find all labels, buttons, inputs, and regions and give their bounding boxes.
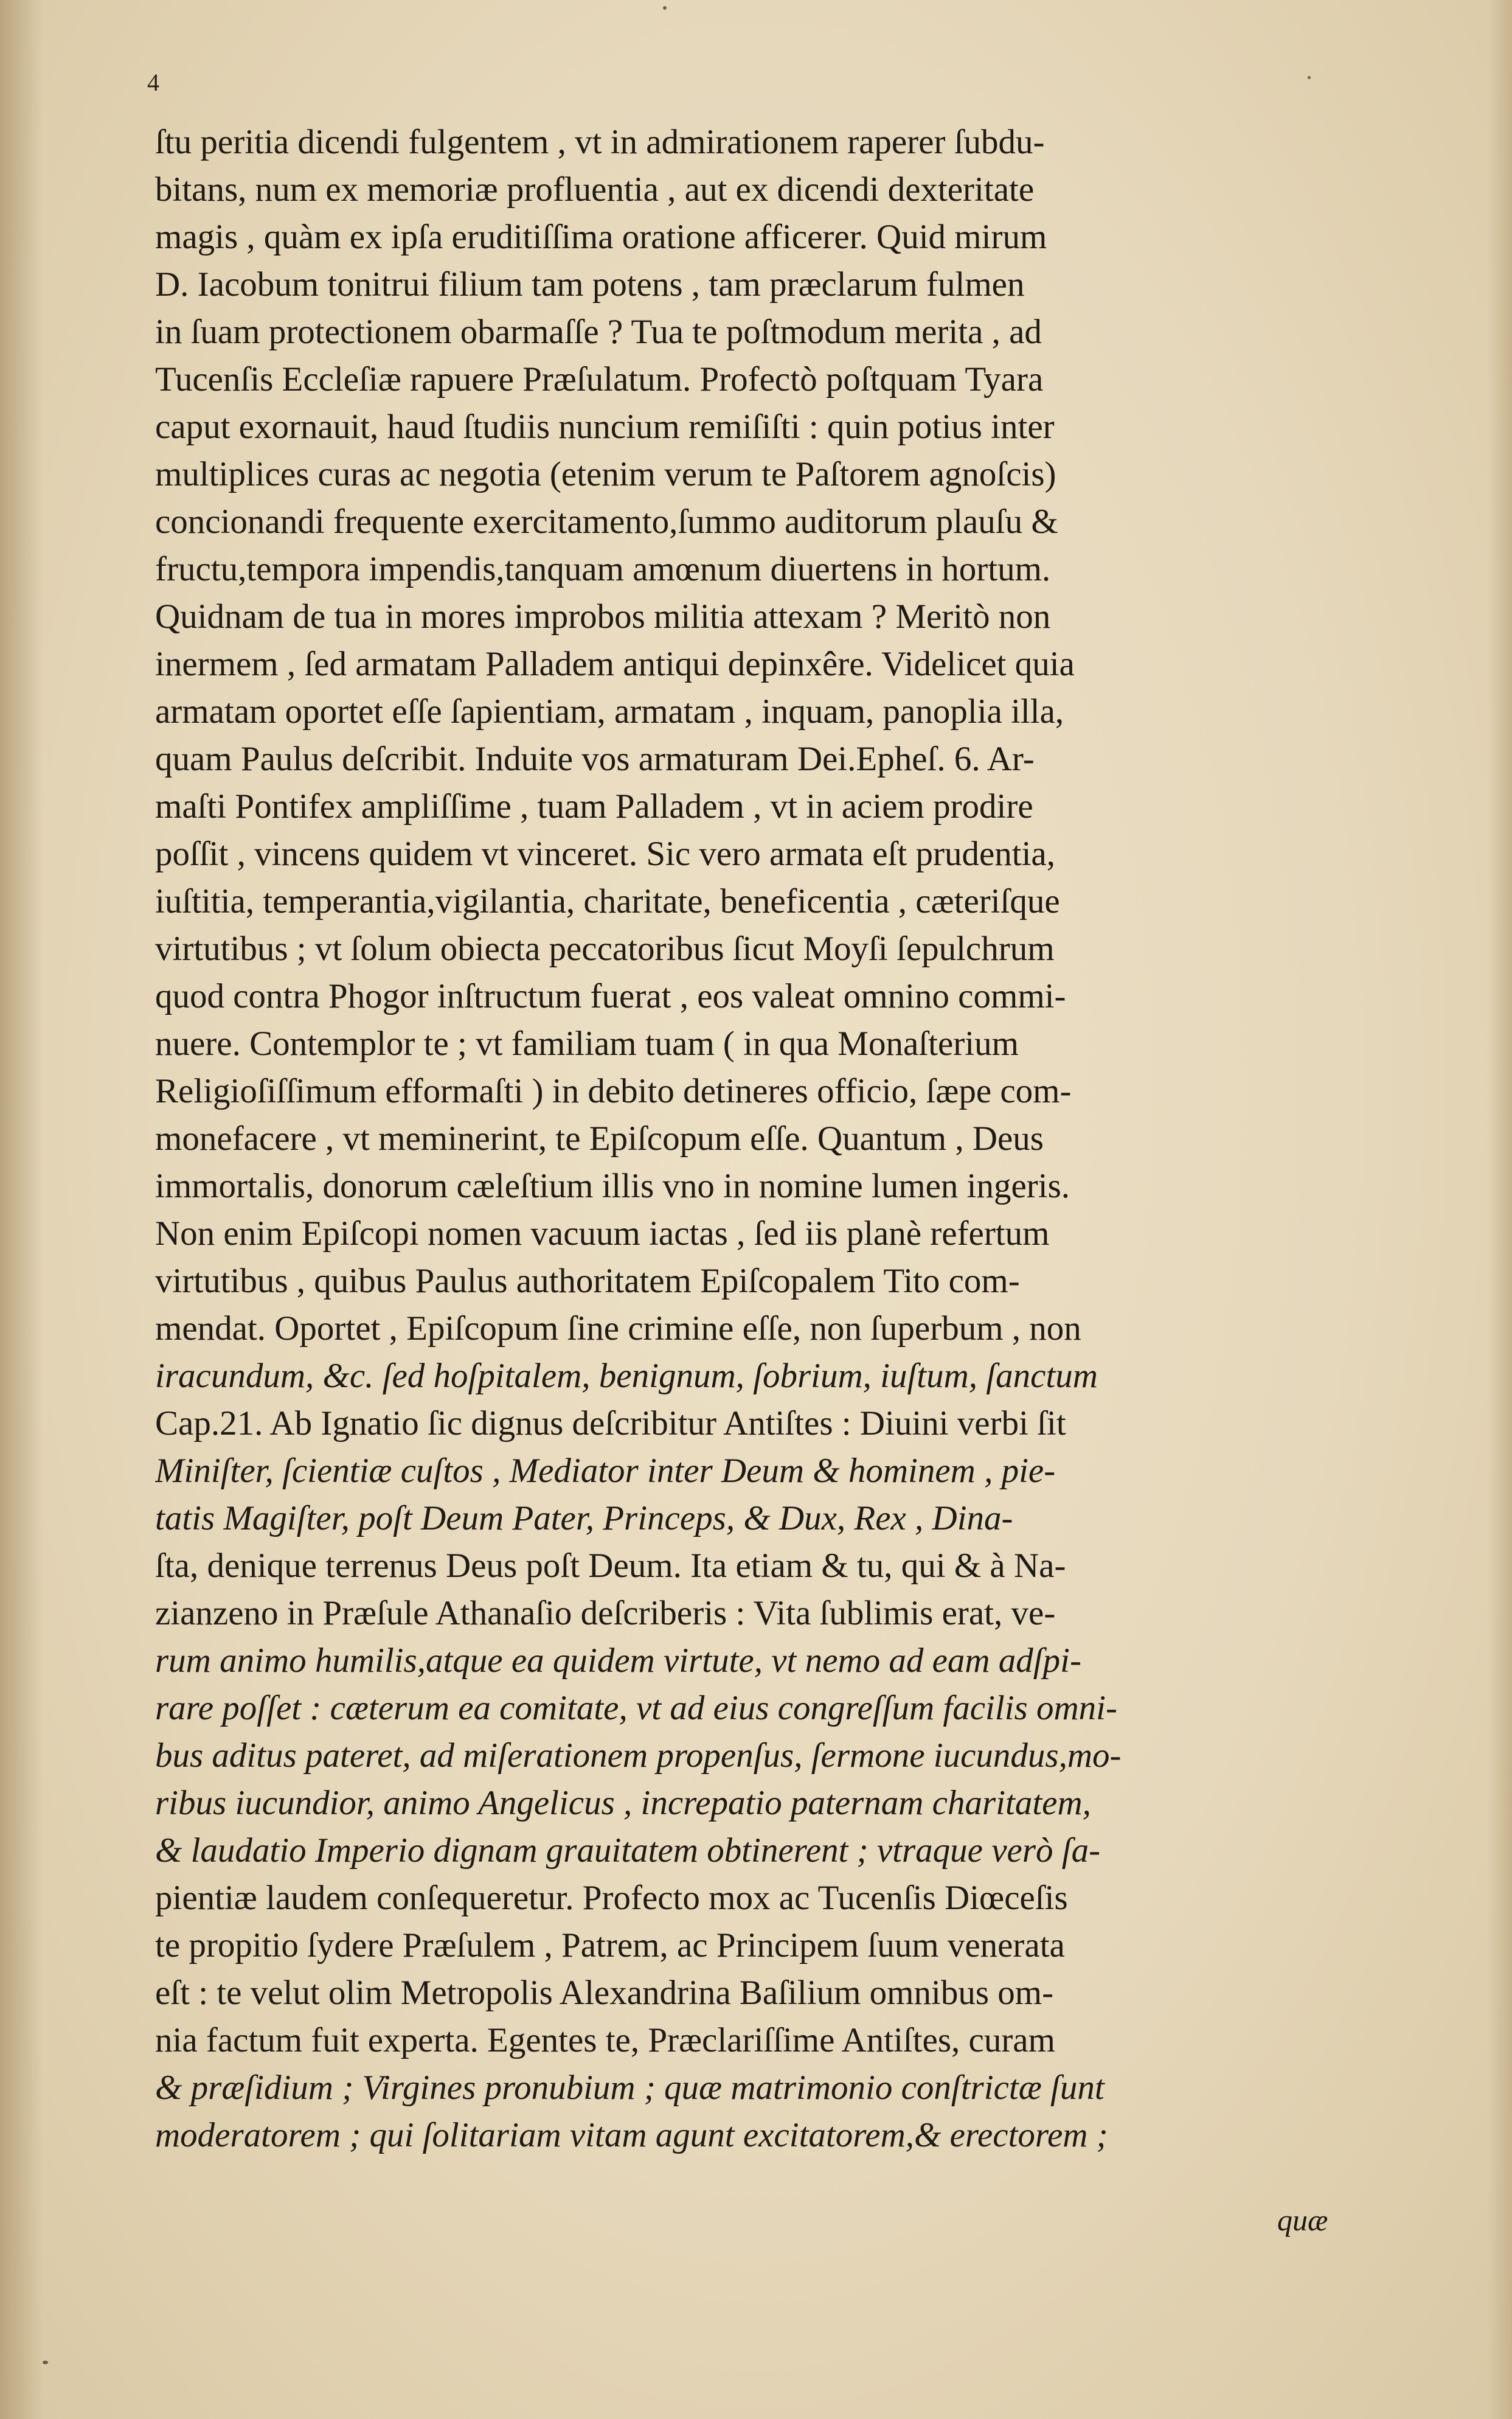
text-line: maſti Pontifex ampliſſime , tuam Palladem , vt in aciem prodire (155, 787, 1033, 826)
text-line: iracundum, &c. ſed hoſpitalem, benignum, ſobrium, iuſtum, ſanctum (155, 1357, 1098, 1395)
text-line: in ſuam protectionem obarmaſſe ? Tua te poſtmodum merita , ad (155, 313, 1042, 351)
text-line: magis , quàm ex ipſa eruditiſſima oratione afficerer. Quid mirum (155, 218, 1047, 256)
paper-speck (43, 2361, 48, 2364)
text-line: ſta, denique terrenus Deus poſt Deum. Ita etiam & tu, qui & à Na- (155, 1547, 1066, 1585)
text-line: nuere. Contemplor te ; vt familiam tuam ( in qua Monaſterium (155, 1025, 1019, 1063)
text-line: & præſidium ; Virgines pronubium ; quæ matrimonio conſtrictæ ſunt (155, 2069, 1105, 2107)
body-text (155, 119, 1314, 2159)
text-line: zianzeno in Præſule Athanaſio deſcriberis : Vita ſublimis erat, ve- (155, 1594, 1056, 1632)
page-folio: 4 (147, 69, 159, 96)
text-line: Cap.21. Ab Ignatio ſic dignus deſcribitur Antiſtes : Diuini verbi ſit (155, 1404, 1066, 1443)
text-line: ſtu peritia dicendi fulgentem , vt in admirationem raperer ſubdu- (155, 123, 1045, 161)
text-line: D. Iacobum tonitrui filium tam potens , tam præclarum fulmen (155, 265, 1025, 304)
text-line: te propitio ſydere Præſulem , Patrem, ac Principem ſuum venerata (155, 1926, 1065, 1965)
text-line: fructu,tempora impendis,tanquam amœnum diuertens in hortum. (155, 550, 1051, 588)
text-line: rum animo humilis,atque ea quidem virtute, vt nemo ad eam adſpi- (155, 1641, 1081, 1680)
paper-speck (663, 6, 667, 10)
text-line: iuſtitia, temperantia,vigilantia, charitate, beneficentia , cæteriſque (155, 882, 1060, 921)
text-line: poſſit , vincens quidem vt vinceret. Sic vero armata eſt prudentia, (155, 835, 1055, 873)
text-line: Non enim Epiſcopi nomen vacuum iactas , ſed iis planè refertum (155, 1214, 1050, 1253)
text-line: quam Paulus deſcribit. Induite vos armaturam Dei.Epheſ. 6. Ar- (155, 740, 1035, 778)
text-line: mendat. Oportet , Epiſcopum ſine crimine eſſe, non ſuperbum , non (155, 1309, 1081, 1348)
text-line: inermem , ſed armatam Palladem antiqui depinxêre. Videlicet quia (155, 645, 1075, 683)
text-line: bus aditus pateret, ad miſerationem propenſus, ſermone iucundus,mo- (155, 1736, 1122, 1775)
text-line: bitans, num ex memoriæ profluentia , aut ex dicendi dexteritate (155, 170, 1035, 209)
text-line: caput exornauit, haud ſtudiis nuncium remiſiſti : quin potius inter (155, 408, 1055, 446)
text-line: Religioſiſſimum efformaſti ) in debito detineres officio, ſæpe com- (155, 1072, 1072, 1110)
text-line: ribus iucundior, animo Angelicus , increpatio paternam charitatem, (155, 1784, 1091, 1822)
text-line: Quidnam de tua in mores improbos militia attexam ? Meritò non (155, 597, 1051, 636)
text-line: moderatorem ; qui ſolitariam vitam agunt excitatorem,& erectorem ; (155, 2116, 1108, 2154)
text-line: Tucenſis Eccleſiæ rapuere Præſulatum. Profectò poſtquam Tyara (155, 360, 1044, 399)
text-line: multiplices curas ac negotia (etenim verum te Paſtorem agnoſcis) (155, 455, 1056, 493)
text-line: quod contra Phogor inſtructum fuerat , eos valeat omnino commi- (155, 977, 1066, 1015)
text-line: armatam oportet eſſe ſapientiam, armatam , inquam, panoplia illa, (155, 692, 1064, 731)
text-line: pientiæ laudem conſequeretur. Profecto mox ac Tucenſis Diœceſis (155, 1879, 1068, 1917)
text-line: immortalis, donorum cæleſtium illis vno in nomine lumen ingeris. (155, 1167, 1070, 1205)
text-line: & laudatio Imperio dignam grauitatem obtinerent ; vtraque verò ſa- (155, 1831, 1101, 1870)
paper-speck (1308, 76, 1311, 79)
text-line: eſt : te velut olim Metropolis Alexandrina Baſilium omnibus om- (155, 1974, 1054, 2012)
text-line: rare poſſet : cæterum ea comitate, vt ad eius congreſſum facilis omni- (155, 1689, 1117, 1727)
text-line: tatis Magiſter, poſt Deum Pater, Princeps, & Dux, Rex , Dina- (155, 1499, 1013, 1537)
text-line: virtutibus , quibus Paulus authoritatem Epiſcopalem Tito com- (155, 1262, 1020, 1300)
text-line: virtutibus ; vt ſolum obiecta peccatoribus ſicut Moyſi ſepulchrum (155, 930, 1055, 968)
text-line: Miniſter, ſcientiæ cuſtos , Mediator inter Deum & hominem , pie- (155, 1452, 1056, 1490)
catchword: quæ (1277, 2203, 1328, 2237)
text-line: monefacere , vt meminerint, te Epiſcopum eſſe. Quantum , Deus (155, 1119, 1044, 1158)
text-line: nia factum fuit experta. Egentes te, Præclariſſime Antiſtes, curam (155, 2021, 1055, 2059)
text-line: concionandi frequente exercitamento,ſummo auditorum plauſu & (155, 503, 1058, 541)
